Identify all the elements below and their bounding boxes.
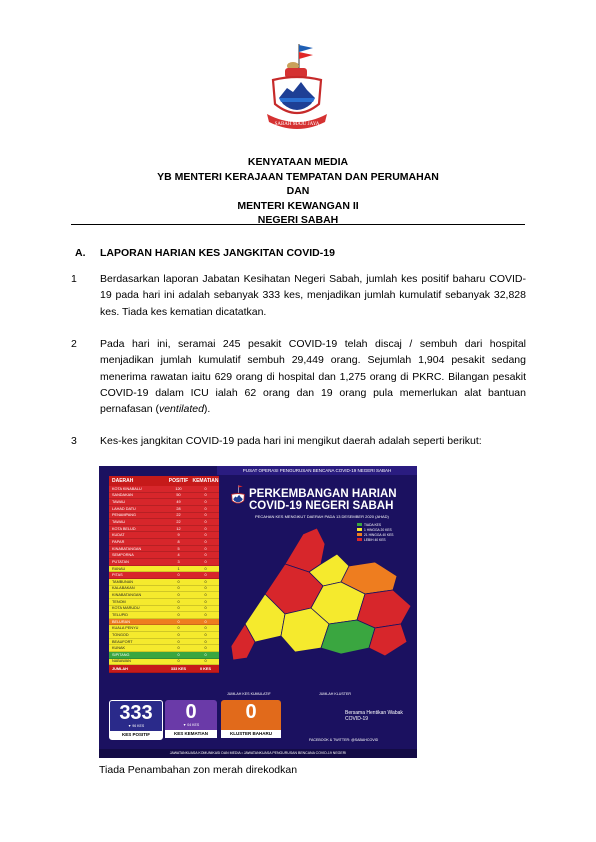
cell-positive: 8 [177,539,180,544]
cell-district: KUNAK [112,646,126,651]
cell-positive: 22 [176,520,181,525]
table-row [109,632,219,639]
cell-deaths: 0 [204,526,207,531]
cell-deaths: 0 [204,659,207,664]
cell-positive: 0 [177,579,180,584]
cell-district: SANDAKAN [112,493,133,498]
cell-positive: 120 [175,486,182,491]
cell-positive: 49 [176,500,181,505]
social-handle: FACEBOOK & TWITTER: @SABAHCOVID [309,738,379,742]
cell-district: KOTA KINABALU [112,486,142,491]
cell-district: KUDAT [112,533,125,538]
paragraph-1 [71,271,526,320]
cell-deaths: 0 [204,486,207,491]
header-line-5: NEGERI SABAH [257,214,339,226]
cell-deaths: 0 [204,520,207,525]
section-number: A. [75,247,86,259]
cell-positive: 0 [177,626,180,631]
cell-positive: 0 [177,652,180,657]
district-table-header: DAERAH POSITIF KEMATIAN [109,476,219,486]
cell-district: LAHAD DATU [112,506,136,511]
cell-deaths: 0 [204,639,207,644]
cell-deaths: 0 [204,553,207,558]
cell-deaths: 0 [204,506,207,511]
cell-positive: 12 [176,526,181,531]
cell-positive: 1 [177,566,180,571]
cell-district: KINABATANGAN [112,546,142,551]
cell-positive: 0 [177,599,180,604]
cell-deaths: 0 [204,646,207,651]
cell-district: NABAWAN [112,659,131,664]
table-row [109,566,219,573]
cell-deaths: 0 [204,606,207,611]
cell-positive: 28 [176,506,181,511]
district-table [109,476,219,698]
cumulative-note: JUMLAH KES KUMULATIF [227,692,271,696]
table-total-row: JUMLAH 333 KES 0 KES [109,665,219,673]
table-row [109,579,219,586]
paragraph-text: Kes-kes jangkitan COVID-19 pada hari ini mengikut daerah adalah seperti berikut: [100,435,482,447]
paragraph-3 [71,433,526,449]
cell-positive: 0 [177,639,180,644]
table-row [109,625,219,632]
cell-positive: 0 [177,619,180,624]
table-row [109,572,219,579]
infographic-crest-icon [229,484,247,510]
cell-positive: 0 [177,632,180,637]
table-row [109,652,219,659]
cell-positive: 0 [177,646,180,651]
map-legend: TIADA KES 1 HINGGA 20 KES 21 HINGGA 40 KES LEBIH 40 KES [357,522,405,542]
table-row [109,532,219,539]
cell-deaths: 0 [204,533,207,538]
table-row [109,506,219,513]
cell-deaths: 0 [204,566,207,571]
district-rows [109,486,219,665]
cell-positive: 5 [177,546,180,551]
table-row [109,612,219,619]
header-line-4: MENTERI KEWANGAN II [237,199,359,212]
table-row [109,513,219,520]
cell-district: TONGOD [112,632,129,637]
paragraph-number: 3 [71,435,77,447]
sabah-district-map [225,524,415,674]
cell-positive: 0 [177,593,180,598]
cell-district: TAMBUNAN [112,579,134,584]
cell-deaths: 0 [204,632,207,637]
table-row [109,552,219,559]
cell-district: KUALA PENYU [112,626,139,631]
cell-deaths: 0 [204,513,207,518]
table-row [109,519,219,526]
cell-district: BELURAN [112,619,130,624]
table-row [109,539,219,546]
cell-positive: 50 [176,493,181,498]
paragraph-text: Pada hari ini, seramai 245 pesakit COVID-19 telah discaj / sembuh dari hospital menjadikan jumlah kumulatif sembuh 29,449 orang. Sejumlah 1,904 pesakit sedang menerima rawatan iaitu 629 orang di hospital dan 1,275 orang di PKRC. Bilangan pesakit COVID-19 dalam ICU ialah 62 orang dan 19 orang pula memerlukan alat bantuan pernafasan (ventilated). [100,338,526,416]
table-row [109,546,219,553]
cell-deaths: 0 [204,586,207,591]
table-row [109,639,219,646]
table-row [109,619,219,626]
cell-positive: 4 [177,553,180,558]
cell-deaths: 0 [204,599,207,604]
table-row [109,645,219,652]
infographic-title: PERKEMBANGAN HARIAN COVID-19 NEGERI SABAH [249,488,397,512]
cell-district: KINABATANGAN [112,593,142,598]
cell-positive: 0 [177,659,180,664]
table-row [109,559,219,566]
table-row [109,599,219,606]
cell-deaths: 0 [204,493,207,498]
header-line-3: DAN [286,185,310,197]
deaths-card: 0 ▼ 04 KES KES KEMATIAN [165,700,217,738]
cell-positive: 0 [177,586,180,591]
table-row [109,659,219,666]
slogan-text: Bersama Hentikan Wabak COVID-19 [345,710,403,722]
table-row [109,526,219,533]
cell-district: BEAUFORT [112,639,133,644]
crest-motto: SABAH MAJU JAYA [274,122,320,127]
cell-district: KOTA BELUD [112,526,136,531]
cluster-card: 0 KLUSTER BAHARU [221,700,281,738]
cell-deaths: 0 [204,573,207,578]
paragraph-2 [71,336,526,417]
cell-district: PENAMPANG [112,513,136,518]
header-divider [71,224,525,225]
cell-positive: 0 [177,612,180,617]
cell-deaths: 0 [204,546,207,551]
cell-positive: 3 [177,559,180,564]
section-title: LAPORAN HARIAN KES JANGKITAN COVID-19 [100,247,335,259]
cell-district: RANAU [112,566,126,571]
header-line-1: KENYATAAN MEDIA [247,156,349,168]
cell-district: TELUPID [112,612,129,617]
table-row [109,606,219,613]
cell-district: TENOM [112,599,126,604]
cell-deaths: 0 [204,626,207,631]
cell-positive: 0 [177,606,180,611]
header-line-2: YB MENTERI KERAJAAN TEMPATAN DAN PERUMAHAN [157,170,439,183]
cell-district: PAPAR [112,539,125,544]
cell-deaths: 0 [204,619,207,624]
cell-deaths: 0 [204,652,207,657]
infographic-banner: PUSAT OPERASI PENGURUSAN BENCANA COVID-19 NEGERI SABAH [217,466,417,475]
cell-deaths: 0 [204,612,207,617]
covid-infographic [99,466,417,758]
paragraph-number: 2 [71,338,77,350]
table-row [109,586,219,593]
infographic-caption: Tiada Penambahan zon merah direkodkan [99,764,298,776]
press-statement-header [60,155,536,228]
table-row [109,486,219,493]
cell-district: TAWAU [112,520,126,525]
infographic-footer: JAWATANKUASA KOMUNIKASI DAN MEDIA • JAWATANKUASA PENGURUSAN BENCANA COVID-19 NEGERI [99,749,417,758]
cell-district: KOTA MARUDU [112,606,140,611]
cluster-note: JUMLAH KLUSTER [319,692,351,696]
sabah-crest-logo [263,42,331,138]
cell-deaths: 0 [204,593,207,598]
table-row [109,493,219,500]
cell-positive: 0 [177,573,180,578]
table-row [109,592,219,599]
cell-district: KALABAKAN [112,586,135,591]
ventilated-term: ventilated [158,403,204,416]
cell-deaths: 0 [204,500,207,505]
infographic-subtitle: PECAHAN KES MENGIKUT DAERAH PADA 13 DESEMBER 2020 (AHAD) [255,514,389,519]
cell-deaths: 0 [204,579,207,584]
paragraph-number: 1 [71,273,77,285]
cell-district: SEMPORNA [112,553,134,558]
cell-positive: 22 [176,513,181,518]
cell-positive: 9 [177,533,180,538]
cell-deaths: 0 [204,559,207,564]
cell-deaths: 0 [204,539,207,544]
cell-district: SIPITANG [112,652,130,657]
cell-district: TAWAU [112,500,126,505]
cell-district: PITAS [112,573,123,578]
positive-card: 333 ▼ 96 KES KES POSITIF [109,700,163,740]
paragraph-text: Berdasarkan laporan Jabatan Kesihatan Negeri Sabah, jumlah kes positif baharu COVID-19 pada hari ini adalah sebanyak 333 kes, menjadikan jumlah kumulatif sebanyak 32,828 kes. Tiada kes kematian dicatatkan. [100,273,526,318]
table-row [109,499,219,506]
cell-district: PUTATAN [112,559,129,564]
